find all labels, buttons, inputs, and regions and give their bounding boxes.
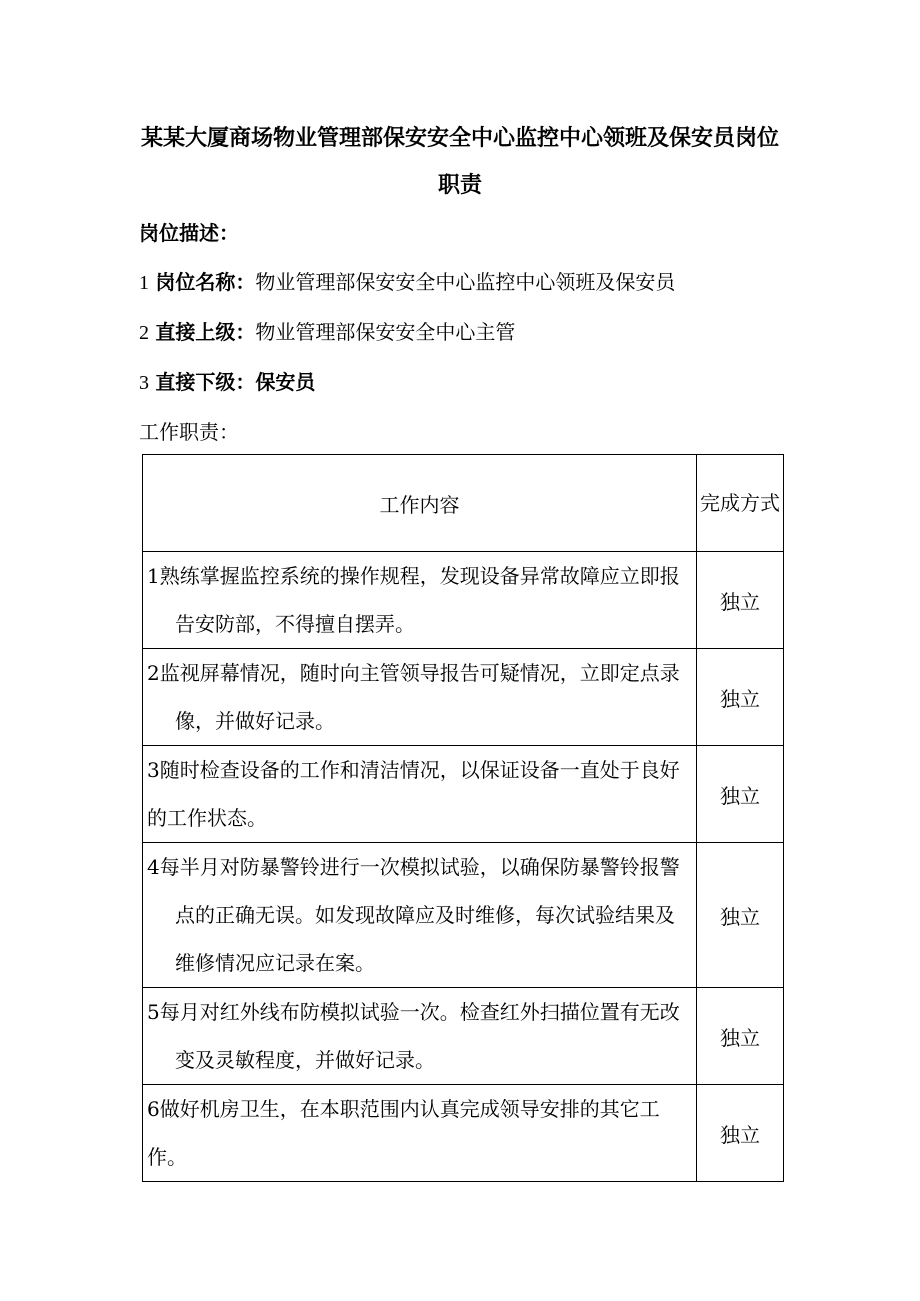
table-row — [143, 843, 784, 988]
header-completion-mode: 完成方式 — [697, 455, 784, 552]
row-mode: 独立 — [697, 649, 784, 746]
duties-table — [142, 454, 784, 1182]
info-number: 2 — [139, 322, 149, 344]
table-row — [143, 649, 784, 746]
section-heading-duties: 工作职责： — [139, 420, 239, 444]
info-label: 岗位名称： — [155, 270, 256, 294]
row-content: 6做好机房卫生，在本职范围内认真完成领导安排的其它工作。 — [147, 1097, 660, 1169]
table-row — [143, 1085, 784, 1182]
row-content-cell — [143, 552, 697, 649]
info-value: 物业管理部保安安全中心主管 — [255, 320, 516, 344]
row-content-cell — [143, 843, 697, 988]
row-mode: 独立 — [697, 746, 784, 843]
row-content-cell — [143, 649, 697, 746]
row-mode: 独立 — [697, 1085, 784, 1182]
row-content: 2监视屏幕情况，随时向主管领导报告可疑情况，立即定点录像，并做好记录。 — [147, 661, 680, 733]
table-header-row — [143, 455, 784, 552]
info-label: 直接下级： — [155, 370, 256, 394]
row-content: 4每半月对防暴警铃进行一次模拟试验，以确保防暴警铃报警点的正确无误。如发现故障应及时维修，每次试验结果及维修情况应记录在案。 — [147, 855, 680, 975]
info-value: 物业管理部保安安全中心监控中心领班及保安员 — [255, 270, 676, 294]
row-content-cell — [143, 746, 697, 843]
info-line-direct-subordinate — [139, 367, 315, 398]
header-work-content: 工作内容 — [143, 455, 697, 552]
row-content-cell — [143, 988, 697, 1085]
document-title-line2: 职责 — [437, 173, 482, 198]
document-title-line1: 某某大厦商场物业管理部保安安全中心监控中心领班及保安员岗位 — [140, 126, 779, 151]
row-content: 5每月对红外线布防模拟试验一次。检查红外扫描位置有无改变及灵敏程度，并做好记录。 — [147, 1000, 680, 1072]
row-mode: 独立 — [697, 843, 784, 988]
table-row — [143, 746, 784, 843]
info-line-position-name — [139, 267, 675, 298]
row-mode: 独立 — [697, 552, 784, 649]
info-value: 保安员 — [255, 370, 316, 394]
row-content: 1熟练掌握监控系统的操作规程，发现设备异常故障应立即报告安防部，不得擅自摆弄。 — [147, 564, 680, 636]
info-label: 直接上级： — [155, 320, 256, 344]
row-mode: 独立 — [697, 988, 784, 1085]
table-row — [143, 988, 784, 1085]
table-row — [143, 552, 784, 649]
info-line-direct-superior — [139, 317, 515, 348]
info-number: 1 — [139, 272, 149, 294]
row-content-cell — [143, 1085, 697, 1182]
info-number: 3 — [139, 372, 149, 394]
section-heading-description: 岗位描述： — [139, 221, 239, 245]
row-content: 3随时检查设备的工作和清洁情况，以保证设备一直处于良好的工作状态。 — [147, 758, 680, 830]
